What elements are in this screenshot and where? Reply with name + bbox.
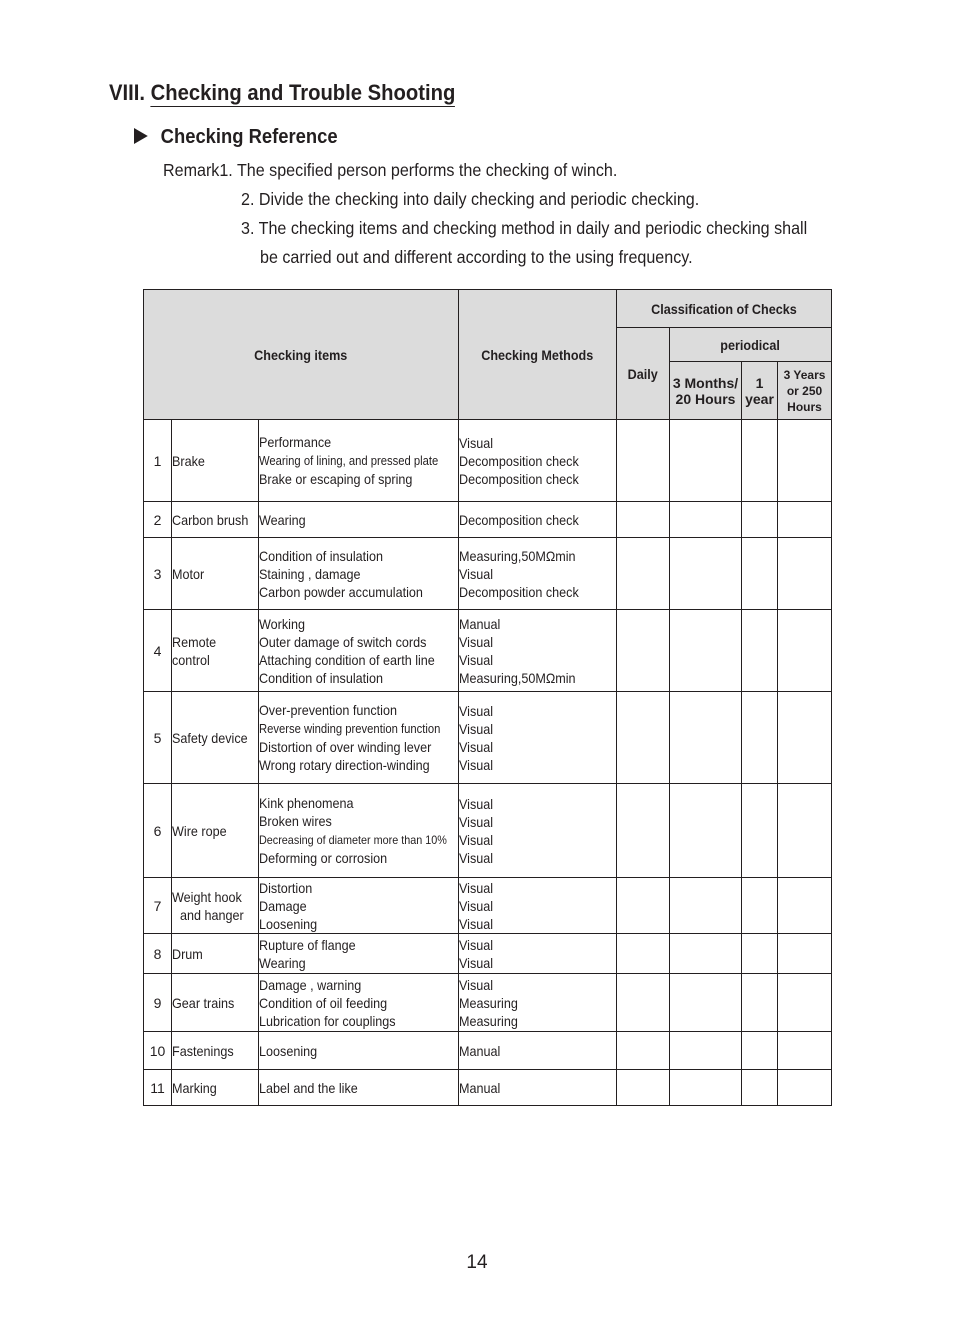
daily-check-cell <box>617 784 670 878</box>
table-row <box>144 692 832 784</box>
years-check-cell <box>778 502 832 538</box>
years-check-cell <box>778 1070 832 1106</box>
months-check-cell <box>670 878 742 934</box>
checking-item: Remote control <box>172 610 259 692</box>
check-detail: Loosening <box>259 1032 459 1070</box>
header-3-years: 3 Years or 250 Hours <box>778 362 832 420</box>
header-checking-methods: Checking Methods <box>459 290 617 420</box>
year-check-cell <box>742 610 778 692</box>
year-check-cell <box>742 1032 778 1070</box>
subheading-text: Checking Reference <box>160 126 338 148</box>
check-detail: Wearing <box>259 502 459 538</box>
row-number: 5 <box>144 692 172 784</box>
daily-check-cell <box>617 610 670 692</box>
triangle-bullet-icon <box>134 128 148 144</box>
table-row <box>144 420 832 502</box>
check-method: Visual Visual Visual Visual <box>459 692 617 784</box>
check-method: Visual Decomposition check Decomposition check <box>459 420 617 502</box>
check-detail: Rupture of flange Wearing <box>259 934 459 974</box>
checking-item: Drum <box>172 934 259 974</box>
years-check-cell <box>778 538 832 610</box>
check-detail: Condition of insulation Staining , damage Carbon powder accumulation <box>259 538 459 610</box>
header-checking-items: Checking items <box>144 290 459 420</box>
year-check-cell <box>742 934 778 974</box>
section-title <box>109 80 455 106</box>
daily-check-cell <box>617 420 670 502</box>
header-classification: Classification of Checks <box>617 290 832 328</box>
check-detail: Kink phenomena Broken wires Decreasing of diameter more than 10% Deforming or corrosion <box>259 784 459 878</box>
years-check-cell <box>778 934 832 974</box>
remark-3-continued: be carried out and different according to the using frequency. <box>260 247 693 267</box>
row-number: 10 <box>144 1032 172 1070</box>
year-check-cell <box>742 538 778 610</box>
months-check-cell <box>670 538 742 610</box>
header-daily: Daily <box>617 328 670 420</box>
table-row <box>144 610 832 692</box>
years-check-cell <box>778 610 832 692</box>
row-number: 1 <box>144 420 172 502</box>
check-method: Manual Visual Visual Measuring,50MΩmin <box>459 610 617 692</box>
section-number: VIII. <box>109 80 145 105</box>
remark-1: Remark1. The specified person performs the checking of winch. <box>163 160 618 180</box>
daily-check-cell <box>617 878 670 934</box>
row-number: 6 <box>144 784 172 878</box>
checking-item: Gear trains <box>172 974 259 1032</box>
check-method: Visual Visual Visual <box>459 878 617 934</box>
checking-item: Safety device <box>172 692 259 784</box>
year-check-cell <box>742 974 778 1032</box>
months-check-cell <box>670 692 742 784</box>
years-check-cell <box>778 878 832 934</box>
row-number: 3 <box>144 538 172 610</box>
daily-check-cell <box>617 1070 670 1106</box>
check-method: Decomposition check <box>459 502 617 538</box>
check-detail: Over-prevention function Reverse winding prevention function Distortion of over winding lever Wrong rotary direction-winding <box>259 692 459 784</box>
years-check-cell <box>778 1032 832 1070</box>
check-method: Manual <box>459 1070 617 1106</box>
years-check-cell <box>778 974 832 1032</box>
check-method: Visual Measuring Measuring <box>459 974 617 1032</box>
year-check-cell <box>742 784 778 878</box>
check-detail: Damage , warning Condition of oil feeding Lubrication for couplings <box>259 974 459 1032</box>
checking-item: Weight hook and hanger <box>172 878 259 934</box>
year-check-cell <box>742 878 778 934</box>
years-check-cell <box>778 420 832 502</box>
row-number: 4 <box>144 610 172 692</box>
months-check-cell <box>670 1032 742 1070</box>
check-method: Manual <box>459 1032 617 1070</box>
checking-item: Brake <box>172 420 259 502</box>
months-check-cell <box>670 610 742 692</box>
row-number: 7 <box>144 878 172 934</box>
daily-check-cell <box>617 934 670 974</box>
checking-item: Motor <box>172 538 259 610</box>
table-row <box>144 1032 832 1070</box>
table-row <box>144 974 832 1032</box>
table-row <box>144 934 832 974</box>
table-row <box>144 538 832 610</box>
months-check-cell <box>670 420 742 502</box>
remark-2: 2. Divide the checking into daily checking and periodic checking. <box>241 189 700 209</box>
check-method: Visual Visual <box>459 934 617 974</box>
remark-3: 3. The checking items and checking method in daily and periodic checking shall <box>241 218 808 238</box>
year-check-cell <box>742 1070 778 1106</box>
page-number: 14 <box>466 1252 488 1273</box>
months-check-cell <box>670 502 742 538</box>
checking-item: Carbon brush <box>172 502 259 538</box>
header-3-months: 3 Months/ 20 Hours <box>670 362 742 420</box>
checking-item: Marking <box>172 1070 259 1106</box>
row-number: 2 <box>144 502 172 538</box>
section-title-text: Checking and Trouble Shooting <box>150 80 456 105</box>
daily-check-cell <box>617 538 670 610</box>
months-check-cell <box>670 974 742 1032</box>
year-check-cell <box>742 502 778 538</box>
daily-check-cell <box>617 502 670 538</box>
table-row <box>144 878 832 934</box>
checking-reference-table <box>143 289 832 1106</box>
table-row <box>144 784 832 878</box>
checking-item: Fastenings <box>172 1032 259 1070</box>
months-check-cell <box>670 934 742 974</box>
months-check-cell <box>670 784 742 878</box>
table-row <box>144 502 832 538</box>
daily-check-cell <box>617 692 670 784</box>
check-method: Visual Visual Visual Visual <box>459 784 617 878</box>
row-number: 8 <box>144 934 172 974</box>
years-check-cell <box>778 692 832 784</box>
check-detail: Distortion Damage Loosening <box>259 878 459 934</box>
table-row <box>144 1070 832 1106</box>
daily-check-cell <box>617 1032 670 1070</box>
check-method: Measuring,50MΩmin Visual Decomposition check <box>459 538 617 610</box>
check-detail: Label and the like <box>259 1070 459 1106</box>
check-detail: Performance Wearing of lining, and pressed plate Brake or escaping of spring <box>259 420 459 502</box>
years-check-cell <box>778 784 832 878</box>
daily-check-cell <box>617 974 670 1032</box>
header-periodical: periodical <box>670 328 832 362</box>
year-check-cell <box>742 420 778 502</box>
row-number: 11 <box>144 1070 172 1106</box>
row-number: 9 <box>144 974 172 1032</box>
checking-item: Wire rope <box>172 784 259 878</box>
header-1-year: 1 year <box>742 362 778 420</box>
year-check-cell <box>742 692 778 784</box>
check-detail: Working Outer damage of switch cords Attaching condition of earth line Condition of insulation <box>259 610 459 692</box>
subheading <box>134 126 338 149</box>
months-check-cell <box>670 1070 742 1106</box>
